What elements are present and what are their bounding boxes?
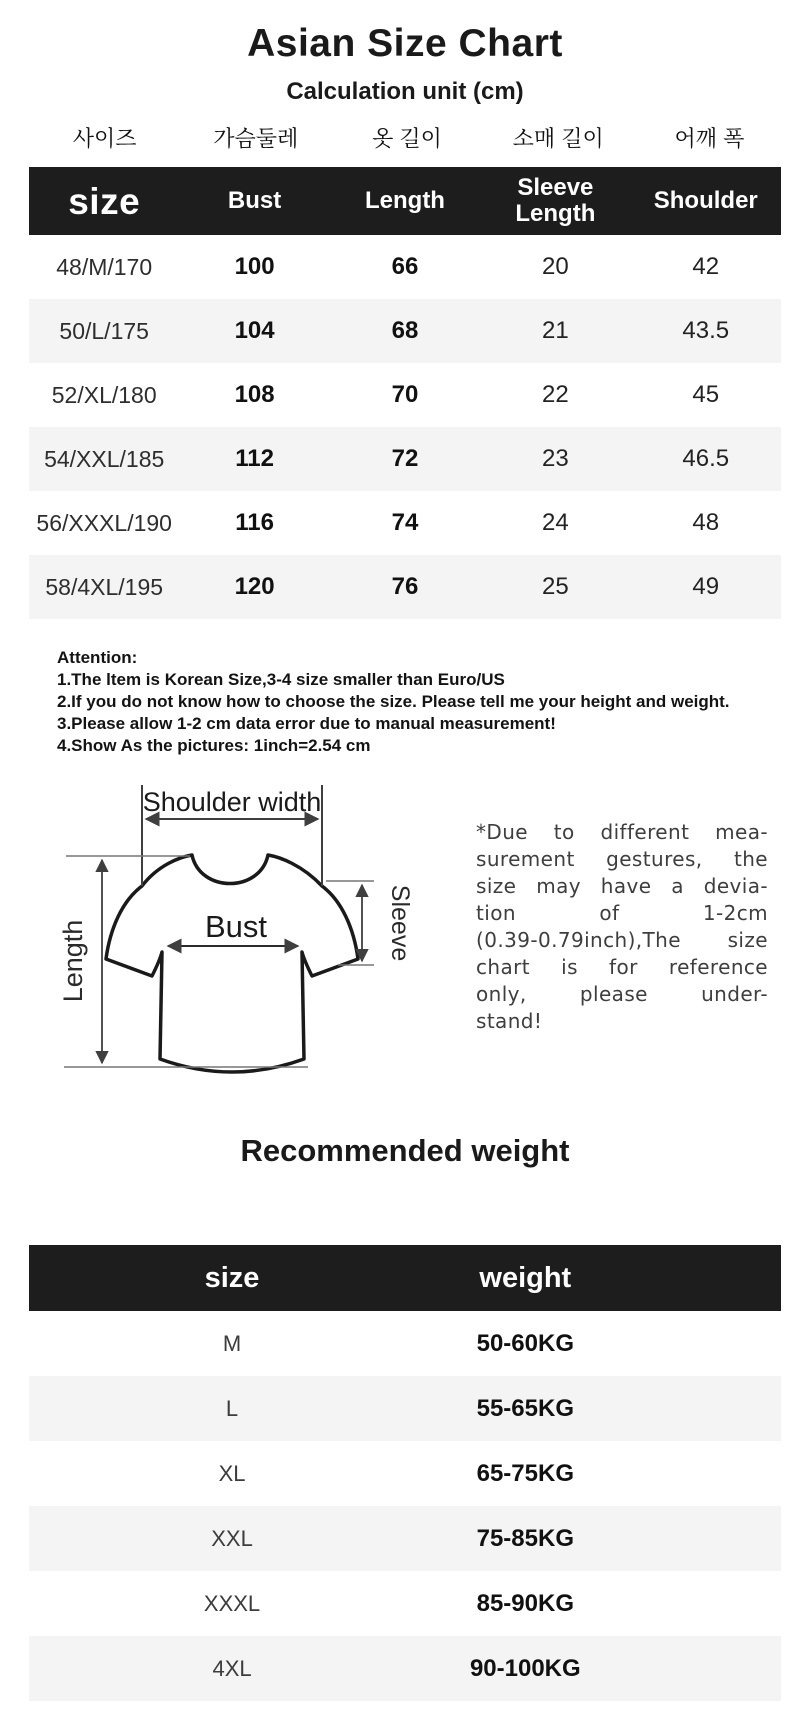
sleeve-cell: 24 — [542, 509, 569, 537]
size-cell: L — [29, 1376, 435, 1441]
page-subtitle: Calculation unit (cm) — [286, 77, 524, 105]
table-row — [29, 1506, 781, 1571]
korean-header-label: 소매 길이 — [512, 125, 604, 151]
table-row — [29, 1441, 781, 1506]
table-row — [29, 363, 781, 427]
korean-header-label: 옷 길이 — [372, 125, 442, 151]
size-cell: 56/XXXL/190 — [36, 509, 172, 536]
column-header-sleeve-length: Sleeve Length — [480, 167, 630, 235]
header-row — [29, 167, 781, 235]
attention-title: Attention: — [57, 648, 138, 668]
weight-cell: 55-65KG — [435, 1376, 615, 1441]
size-chart-table-body — [29, 235, 781, 619]
length-cell: 70 — [391, 381, 419, 409]
note-line: tion of 1-2cm — [476, 901, 768, 926]
spacer-cell — [616, 1245, 781, 1311]
tshirt-measurement-diagram — [40, 769, 450, 1079]
shoulder-cell: 45 — [692, 381, 720, 409]
attention-note: 3.Please allow 1-2 cm data error due to manual measurement! — [57, 714, 556, 734]
attention-note: 2.If you do not know how to choose the size. Please tell me your height and weight. — [57, 692, 730, 712]
bust-cell: 120 — [179, 555, 329, 619]
length-cell: 74 — [391, 509, 419, 537]
korean-header-row — [29, 122, 785, 152]
size-cell: 58/4XL/195 — [29, 555, 179, 619]
shoulder-cell: 46.5 — [631, 427, 781, 491]
weight-table-header — [29, 1245, 781, 1311]
size-cell: XXXL — [203, 1590, 261, 1616]
column-header-shoulder: Shoulder — [631, 167, 781, 235]
weight-cell: 85-90KG — [476, 1589, 574, 1617]
column-header-size: size — [29, 1245, 435, 1311]
table-row — [29, 555, 781, 619]
korean-header-label: 어깨 폭 — [674, 125, 745, 151]
spacer-cell — [616, 1311, 781, 1376]
recommended-weight-title: Recommended weight — [240, 1133, 570, 1169]
header-row — [29, 1245, 781, 1311]
weight-table-body — [29, 1311, 781, 1701]
bust-cell: 104 — [179, 299, 329, 363]
shoulder-cell: 43.5 — [631, 299, 781, 363]
spacer-cell — [616, 1571, 781, 1636]
tshirt-outline — [106, 855, 358, 1072]
attention-note: 1.The ltem is Korean Size,3-4 size smaller than Euro/US — [57, 670, 505, 690]
bust-cell: 116 — [235, 509, 274, 537]
table-row — [29, 491, 781, 555]
note-line: stand! — [476, 1009, 543, 1034]
length-cell: 66 — [391, 253, 419, 281]
size-cell: 50/L/175 — [29, 299, 179, 363]
note-line: chart is for reference — [476, 955, 768, 980]
sleeve-cell: 23 — [480, 427, 630, 491]
bust-cell: 100 — [234, 253, 275, 281]
column-header-bust: Bust — [179, 167, 329, 235]
sleeve-cell: 20 — [542, 253, 569, 281]
bust-cell: 112 — [179, 427, 329, 491]
note-line: *Due to different mea- — [476, 820, 768, 845]
table-row — [29, 1636, 781, 1701]
weight-cell: 65-75KG — [476, 1459, 574, 1487]
spacer-cell — [616, 1636, 781, 1701]
weight-cell: 75-85KG — [435, 1506, 615, 1571]
sleeve-cell: 21 — [480, 299, 630, 363]
bust-label: Bust — [204, 909, 268, 945]
spacer-cell — [616, 1376, 781, 1441]
size-cell: XL — [218, 1460, 246, 1486]
length-label: Length — [58, 920, 88, 1003]
note-line: (0.39-0.79inch),The size — [476, 928, 768, 953]
measurement-diagram-section — [0, 769, 810, 1079]
page-title: Asian Size Chart — [247, 22, 563, 65]
size-chart-table — [29, 167, 781, 619]
shoulder-cell: 48 — [692, 509, 720, 537]
attention-note: 4.Show As the pictures: 1inch=2.54 cm — [57, 736, 371, 756]
table-row — [29, 1311, 781, 1376]
size-chart-table-header — [29, 167, 781, 235]
length-cell: 76 — [330, 555, 480, 619]
bust-cell: 108 — [234, 381, 275, 409]
table-row — [29, 235, 781, 299]
weight-cell: 50-60KG — [476, 1329, 574, 1357]
length-cell: 68 — [330, 299, 480, 363]
weight-cell: 90-100KG — [435, 1636, 615, 1701]
size-cell: 52/XL/180 — [51, 381, 157, 408]
sleeve-cell: 22 — [542, 381, 569, 409]
note-line: surement gestures, the — [476, 847, 768, 872]
shoulder-width-label: Shoulder width — [142, 787, 322, 818]
spacer-cell — [616, 1441, 781, 1506]
column-header-size: size — [29, 167, 179, 235]
column-header-weight: weight — [435, 1245, 615, 1311]
korean-header-label: 사이즈 — [72, 125, 137, 151]
table-row — [29, 1376, 781, 1441]
size-cell: M — [222, 1330, 242, 1356]
size-cell: XXL — [29, 1506, 435, 1571]
sleeve-label: Sleeve — [386, 885, 414, 962]
table-row — [29, 1571, 781, 1636]
note-line: size may have a devia- — [476, 874, 768, 899]
table-row — [29, 427, 781, 491]
size-cell: 4XL — [29, 1636, 435, 1701]
measurement-note — [476, 819, 768, 1035]
korean-header-label: 가슴둘레 — [213, 125, 299, 151]
size-cell: 48/M/170 — [56, 253, 153, 280]
column-header-length: Length — [330, 167, 480, 235]
sleeve-cell: 25 — [480, 555, 630, 619]
note-line: only, please under- — [476, 982, 768, 1007]
recommended-weight-table — [29, 1245, 781, 1701]
attention-block — [57, 647, 810, 757]
length-cell: 72 — [330, 427, 480, 491]
table-row — [29, 299, 781, 363]
shoulder-cell: 49 — [631, 555, 781, 619]
spacer-cell — [616, 1506, 781, 1571]
shoulder-cell: 42 — [692, 253, 720, 281]
size-cell: 54/XXL/185 — [29, 427, 179, 491]
